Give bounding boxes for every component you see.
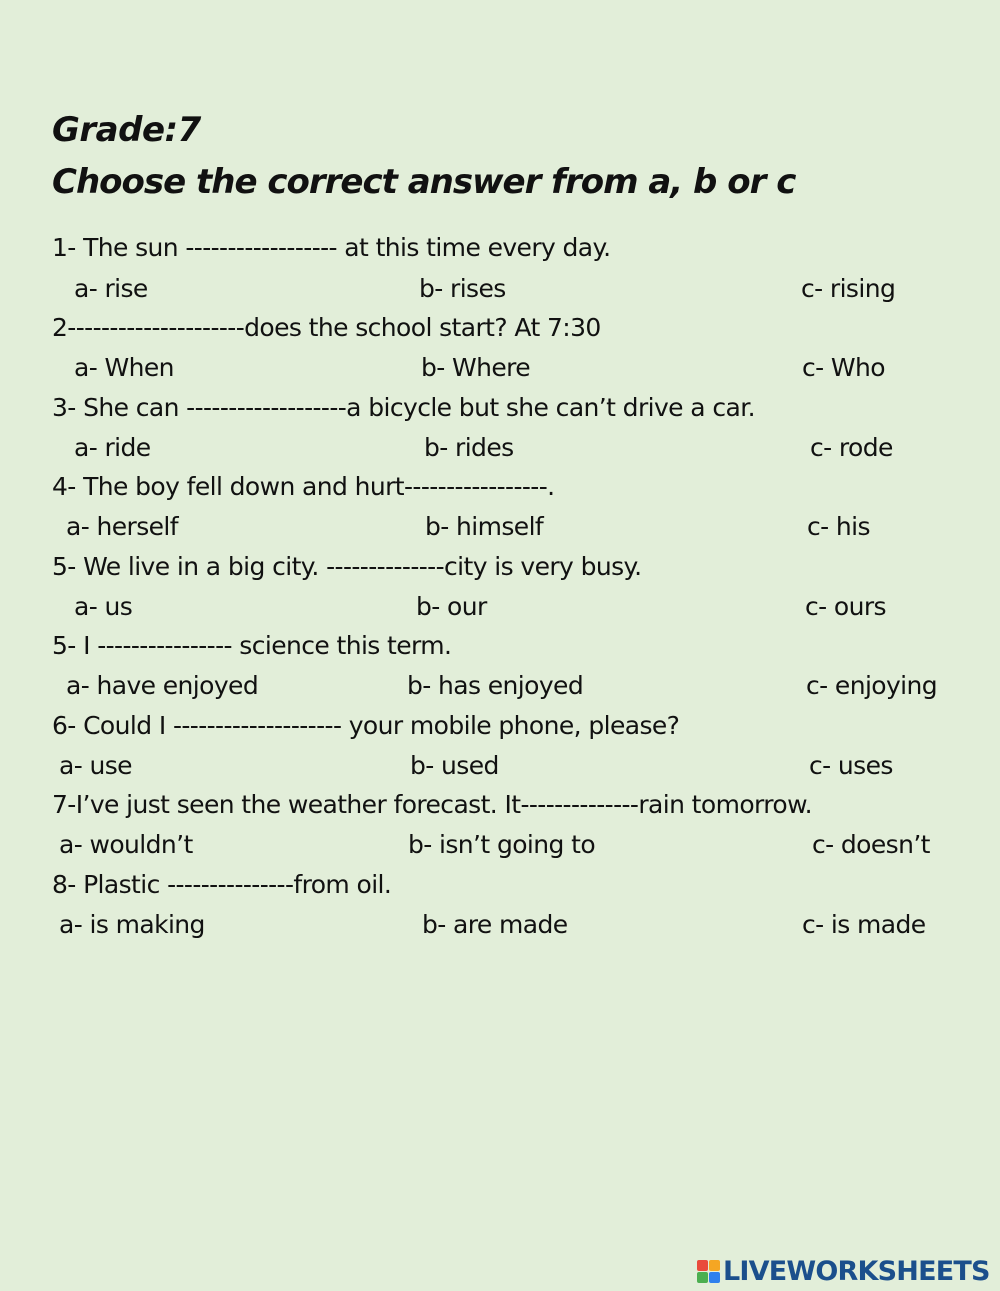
question-2-text: 2---------------------does the school start? At 7:30 bbox=[52, 313, 601, 342]
question-4-option-c[interactable]: c- his bbox=[807, 512, 870, 541]
question-8-option-b[interactable]: b- isn’t going to bbox=[408, 830, 596, 859]
question-6-option-a[interactable]: a- have enjoyed bbox=[66, 671, 259, 700]
question-1-option-b[interactable]: b- rises bbox=[419, 274, 506, 303]
question-4-text: 4- The boy fell down and hurt-----------------. bbox=[52, 472, 555, 501]
question-6-text: 5- I ---------------- science this term. bbox=[52, 631, 452, 660]
logo-text: LIVEWORKSHEETS bbox=[723, 1255, 990, 1287]
question-7-text: 6- Could I -------------------- your mobile phone, please? bbox=[52, 711, 680, 740]
question-3-option-a[interactable]: a- ride bbox=[74, 433, 151, 462]
liveworksheets-logo bbox=[697, 1255, 990, 1287]
question-8-option-a[interactable]: a- wouldn’t bbox=[59, 830, 193, 859]
question-1-option-c[interactable]: c- rising bbox=[801, 274, 896, 303]
question-5-text: 5- We live in a big city. --------------city is very busy. bbox=[52, 552, 642, 581]
question-2-option-a[interactable]: a- When bbox=[74, 353, 174, 382]
question-9-option-c[interactable]: c- is made bbox=[802, 910, 926, 939]
question-2-option-b[interactable]: b- Where bbox=[421, 353, 531, 382]
logo-square-green bbox=[697, 1272, 708, 1283]
question-8-option-c[interactable]: c- doesn’t bbox=[812, 830, 930, 859]
logo-square-blue bbox=[709, 1272, 720, 1283]
question-1-option-a[interactable]: a- rise bbox=[74, 274, 148, 303]
question-3-option-b[interactable]: b- rides bbox=[424, 433, 514, 462]
question-4-option-b[interactable]: b- himself bbox=[425, 512, 544, 541]
question-9-option-b[interactable]: b- are made bbox=[422, 910, 568, 939]
logo-icon bbox=[697, 1260, 720, 1283]
question-7-option-c[interactable]: c- uses bbox=[809, 751, 893, 780]
grade-heading: Grade:7 bbox=[52, 110, 201, 150]
question-3-text: 3- She can -------------------a bicycle but she can’t drive a car. bbox=[52, 393, 755, 422]
question-7-option-b[interactable]: b- used bbox=[410, 751, 499, 780]
logo-square-red bbox=[697, 1260, 708, 1271]
question-9-option-a[interactable]: a- is making bbox=[59, 910, 205, 939]
question-8-text: 7-I’ve just seen the weather forecast. It--------------rain tomorrow. bbox=[52, 790, 812, 819]
question-6-option-c[interactable]: c- enjoying bbox=[806, 671, 938, 700]
question-5-option-a[interactable]: a- us bbox=[74, 592, 133, 621]
question-3-option-c[interactable]: c- rode bbox=[810, 433, 893, 462]
logo-square-orange bbox=[709, 1260, 720, 1271]
question-5-option-b[interactable]: b- our bbox=[416, 592, 487, 621]
question-1-text: 1- The sun ------------------ at this time every day. bbox=[52, 233, 611, 262]
question-4-option-a[interactable]: a- herself bbox=[66, 512, 178, 541]
question-9-text: 8- Plastic ---------------from oil. bbox=[52, 870, 392, 899]
question-6-option-b[interactable]: b- has enjoyed bbox=[407, 671, 584, 700]
question-2-option-c[interactable]: c- Who bbox=[802, 353, 885, 382]
question-5-option-c[interactable]: c- ours bbox=[805, 592, 886, 621]
question-7-option-a[interactable]: a- use bbox=[59, 751, 132, 780]
instruction-heading: Choose the correct answer from a, b or c bbox=[52, 162, 796, 202]
